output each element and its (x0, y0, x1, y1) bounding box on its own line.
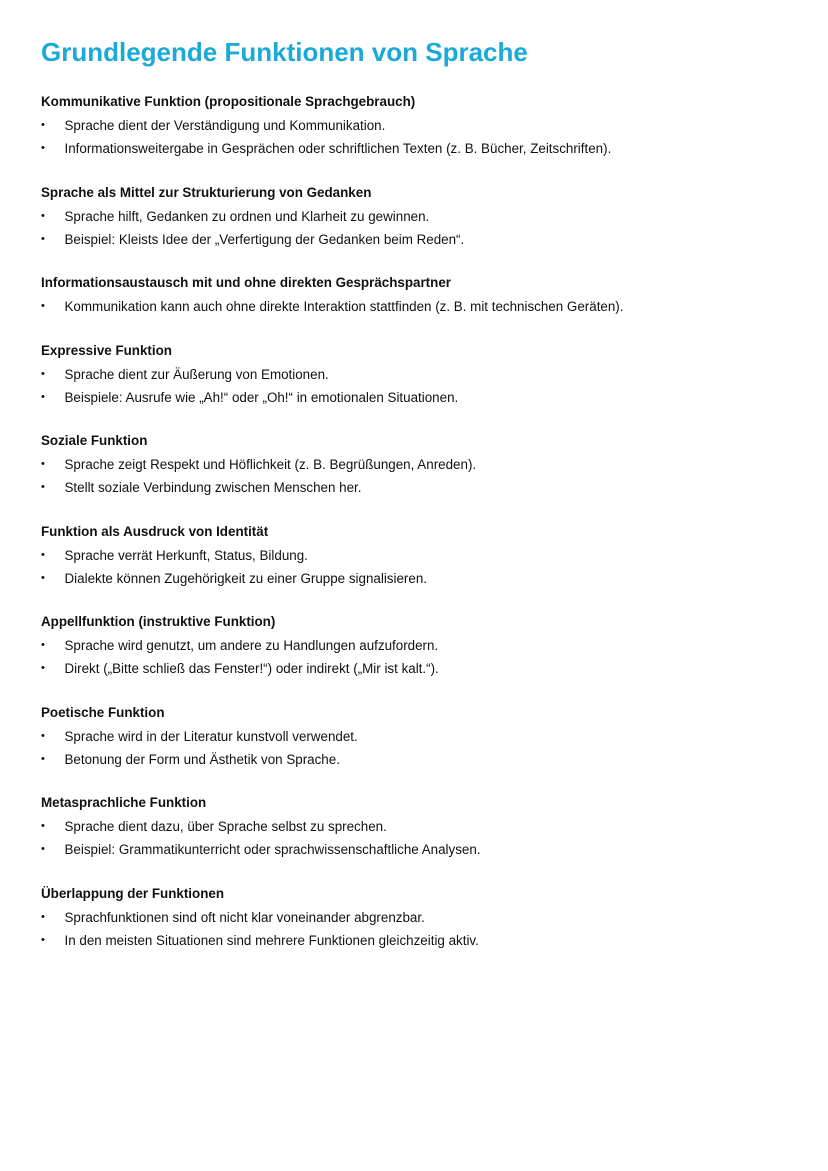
list-item (41, 205, 801, 228)
bullet-icon: • (41, 729, 45, 742)
list-item-text: Sprache dient dazu, über Sprache selbst zu sprechen. (64, 819, 387, 834)
section (41, 431, 801, 499)
list-item-text: Sprache dient der Verständigung und Kommunikation. (64, 118, 386, 133)
section (41, 884, 801, 952)
list-item (41, 228, 801, 251)
list-item (41, 567, 801, 590)
section-heading: Metasprachliche Funktion (41, 795, 207, 810)
bullet-list (41, 114, 801, 160)
list-item (41, 295, 801, 318)
bullet-icon: • (41, 119, 45, 131)
list-item-text: Sprache zeigt Respekt und Höflichkeit (z. B. Begrüßungen, Anreden). (64, 457, 477, 472)
list-item (41, 748, 801, 771)
list-item-text: Sprache verrät Herkunft, Status, Bildung. (64, 547, 308, 563)
section (41, 793, 801, 861)
list-item-text: Stellt soziale Verbindung zwischen Menschen her. (64, 480, 362, 495)
list-item-text: Kommunikation kann auch ohne direkte Interaktion stattfinden (z. B. mit technischen Geräten). (64, 299, 624, 314)
section-heading: Kommunikative Funktion (propositionale Sprachgebrauch) (41, 94, 416, 109)
section (41, 341, 801, 409)
bullet-icon: • (41, 390, 45, 403)
section (41, 612, 801, 680)
bullet-icon: • (41, 209, 45, 222)
section (41, 183, 801, 251)
section-heading: Expressive Funktion (41, 342, 172, 358)
bullet-list (41, 634, 801, 680)
list-item-text: Sprache hilft, Gedanken zu ordnen und Klarheit zu gewinnen. (64, 208, 430, 224)
bullet-list (41, 906, 801, 952)
section-heading: Sprache als Mittel zur Strukturierung von Gedanken (41, 184, 372, 200)
list-item-text: Beispiel: Grammatikunterricht oder sprachwissenschaftliche Analysen. (64, 842, 481, 857)
section-heading: Informationsaustausch mit und ohne direkten Gesprächspartner (41, 275, 451, 290)
list-item-text: Betonung der Form und Ästhetik von Sprache. (64, 751, 340, 767)
bullet-icon: • (41, 752, 45, 765)
bullet-icon: • (41, 662, 45, 674)
list-item (41, 476, 801, 499)
list-item-text: Sprachfunktionen sind oft nicht klar voneinander abgrenzbar. (64, 909, 425, 925)
list-item-text: Sprache wird in der Literatur kunstvoll verwendet. (64, 728, 358, 744)
bullet-list (41, 205, 801, 251)
section (41, 92, 801, 160)
list-item-text: Beispiele: Ausrufe wie „Ah!“ oder „Oh!“ in emotionalen Situationen. (64, 389, 459, 405)
list-item (41, 815, 801, 838)
section-heading: Soziale Funktion (41, 433, 148, 448)
bullet-list (41, 363, 801, 409)
page-title: Grundlegende Funktionen von Sprache (41, 37, 528, 67)
bullet-list (41, 544, 801, 590)
list-item (41, 114, 801, 137)
bullet-icon: • (41, 910, 45, 923)
section-heading: Poetische Funktion (41, 704, 165, 720)
bullet-list (41, 815, 801, 861)
list-item-text: Informationsweitergabe in Gesprächen oder schriftlichen Texten (z. B. Bücher, Zeitschriften). (64, 141, 612, 156)
sections-container (41, 92, 801, 974)
section (41, 273, 801, 318)
list-item (41, 363, 801, 386)
list-item-text: Sprache dient zur Äußerung von Emotionen. (64, 366, 329, 382)
section (41, 703, 801, 771)
section-heading: Funktion als Ausdruck von Identität (41, 523, 269, 539)
list-item (41, 838, 801, 861)
bullet-icon: • (41, 142, 45, 154)
list-item (41, 544, 801, 567)
list-item (41, 725, 801, 748)
bullet-icon: • (41, 571, 45, 584)
list-item-text: Beispiel: Kleists Idee der „Verfertigung der Gedanken beim Reden“. (64, 231, 465, 247)
bullet-icon: • (41, 843, 45, 855)
bullet-icon: • (41, 458, 45, 470)
list-item (41, 386, 801, 409)
list-item (41, 453, 801, 476)
list-item (41, 906, 801, 929)
bullet-list (41, 453, 801, 499)
list-item (41, 929, 801, 952)
bullet-list (41, 725, 801, 771)
list-item (41, 634, 801, 657)
section-heading: Appellfunktion (instruktive Funktion) (41, 614, 276, 629)
bullet-icon: • (41, 933, 45, 946)
list-item-text: Sprache wird genutzt, um andere zu Handlungen aufzufordern. (64, 638, 439, 653)
list-item-text: Dialekte können Zugehörigkeit zu einer Gruppe signalisieren. (64, 570, 428, 586)
bullet-icon: • (41, 367, 45, 380)
bullet-icon: • (41, 639, 45, 651)
bullet-icon: • (41, 481, 45, 493)
list-item-text: In den meisten Situationen sind mehrere Funktionen gleichzeitig aktiv. (64, 932, 479, 948)
bullet-icon: • (41, 300, 45, 312)
list-item-text: Direkt („Bitte schließ das Fenster!“) oder indirekt („Mir ist kalt.“). (64, 661, 439, 676)
section-heading: Überlappung der Funktionen (41, 885, 225, 901)
list-item (41, 137, 801, 160)
section (41, 522, 801, 590)
bullet-list (41, 295, 801, 318)
bullet-icon: • (41, 232, 45, 245)
bullet-icon: • (41, 548, 45, 561)
list-item (41, 657, 801, 680)
bullet-icon: • (41, 820, 45, 832)
